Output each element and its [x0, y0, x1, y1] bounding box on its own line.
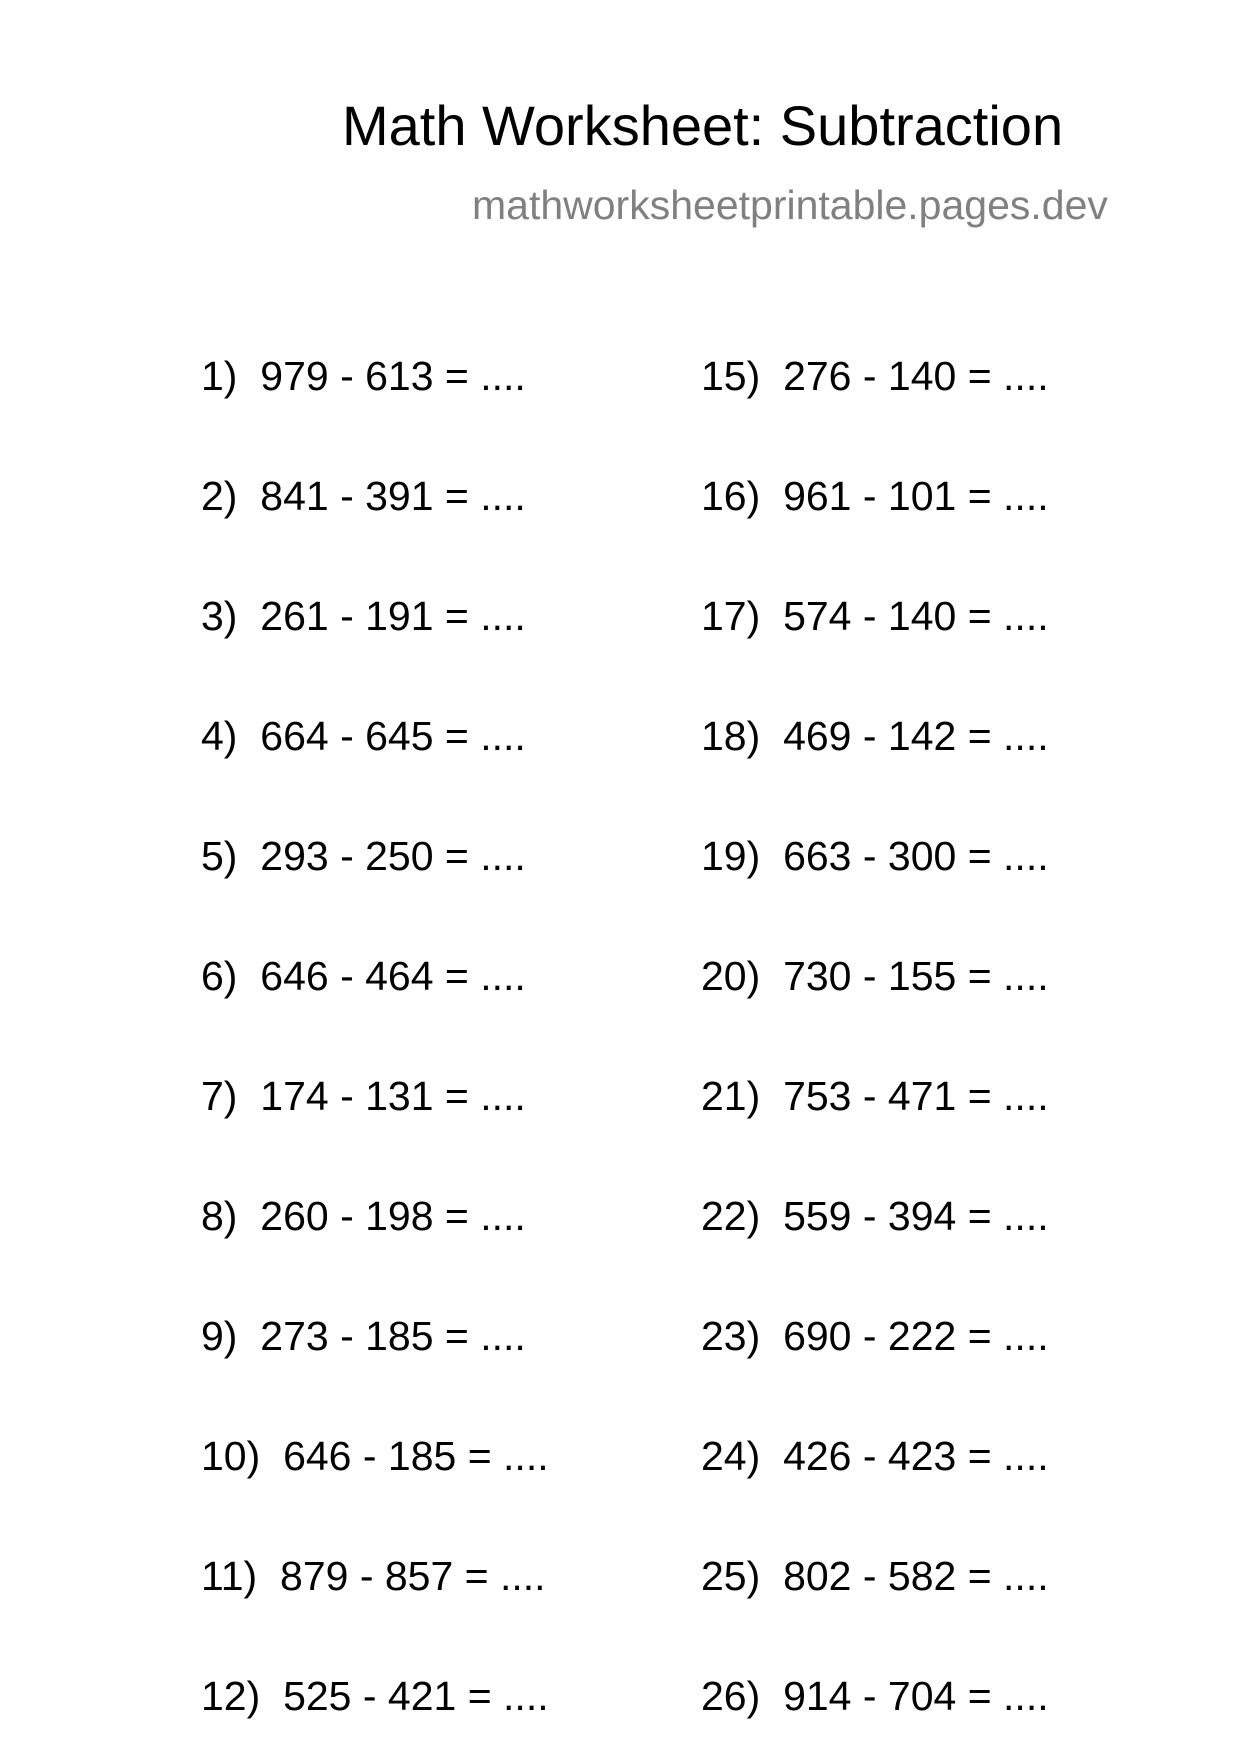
problem-expression: 260 - 198 = ....: [260, 1193, 526, 1239]
problem-item: [201, 713, 526, 759]
problem-expression: 664 - 645 = ....: [260, 713, 526, 759]
problem-number: 4): [201, 713, 238, 759]
problem-number: 8): [201, 1193, 238, 1239]
problem-expression: 469 - 142 = ....: [783, 713, 1049, 759]
problem-number: 7): [201, 1073, 238, 1119]
problem-number: 3): [201, 593, 238, 639]
problem-item: [701, 1553, 1049, 1599]
problem-number: 11): [201, 1553, 258, 1599]
problem-expression: 914 - 704 = ....: [783, 1673, 1049, 1719]
problem-expression: 174 - 131 = ....: [260, 1073, 526, 1119]
problem-number: 20): [701, 953, 761, 999]
problem-item: [201, 1313, 526, 1359]
problem-item: [701, 713, 1049, 759]
problem-expression: 730 - 155 = ....: [783, 953, 1049, 999]
problem-item: [701, 833, 1049, 879]
problem-number: 9): [201, 1313, 238, 1359]
problem-number: 12): [201, 1673, 261, 1719]
problem-item: [201, 1673, 549, 1719]
problem-number: 24): [701, 1433, 761, 1479]
problem-number: 1): [201, 353, 238, 399]
problem-number: 6): [201, 953, 238, 999]
problem-item: [701, 593, 1049, 639]
page-title: Math Worksheet: Subtraction: [342, 94, 1064, 157]
problem-item: [201, 1073, 526, 1119]
problem-expression: 663 - 300 = ....: [783, 833, 1049, 879]
problem-item: [201, 1433, 549, 1479]
problem-item: [701, 1673, 1049, 1719]
problem-number: 21): [701, 1073, 761, 1119]
problem-expression: 802 - 582 = ....: [783, 1553, 1049, 1599]
problem-expression: 879 - 857 = ....: [280, 1553, 546, 1599]
problem-item: [701, 473, 1049, 519]
problem-expression: 646 - 185 = ....: [283, 1433, 549, 1479]
website-url: mathworksheetprintable.pages.dev: [472, 182, 1108, 228]
problem-number: 10): [201, 1433, 261, 1479]
problem-item: [701, 1313, 1049, 1359]
problem-expression: 753 - 471 = ....: [783, 1073, 1049, 1119]
problem-item: [201, 953, 526, 999]
problem-item: [201, 353, 526, 399]
problem-expression: 559 - 394 = ....: [783, 1193, 1049, 1239]
problem-item: [701, 953, 1049, 999]
problem-number: 23): [701, 1313, 761, 1359]
problem-expression: 293 - 250 = ....: [260, 833, 526, 879]
problem-expression: 426 - 423 = ....: [783, 1433, 1049, 1479]
problem-expression: 979 - 613 = ....: [260, 353, 526, 399]
problem-item: [201, 473, 526, 519]
problem-number: 18): [701, 713, 761, 759]
problem-number: 26): [701, 1673, 761, 1719]
problem-expression: 961 - 101 = ....: [783, 473, 1049, 519]
problem-expression: 690 - 222 = ....: [783, 1313, 1049, 1359]
problem-expression: 646 - 464 = ....: [260, 953, 526, 999]
problem-item: [201, 593, 526, 639]
problem-number: 19): [701, 833, 761, 879]
problem-item: [701, 1433, 1049, 1479]
problem-expression: 525 - 421 = ....: [283, 1673, 549, 1719]
problem-item: [701, 1193, 1049, 1239]
problem-expression: 276 - 140 = ....: [783, 353, 1049, 399]
problem-expression: 261 - 191 = ....: [260, 593, 526, 639]
problem-expression: 841 - 391 = ....: [260, 473, 526, 519]
problem-item: [701, 353, 1049, 399]
problem-number: 15): [701, 353, 761, 399]
problem-number: 5): [201, 833, 238, 879]
problem-number: 22): [701, 1193, 761, 1239]
problem-number: 17): [701, 593, 761, 639]
problem-item: [201, 833, 526, 879]
problem-expression: 574 - 140 = ....: [783, 593, 1049, 639]
problem-expression: 273 - 185 = ....: [260, 1313, 526, 1359]
problem-number: 2): [201, 473, 238, 519]
problem-number: 16): [701, 473, 761, 519]
problem-item: [201, 1193, 526, 1239]
problem-number: 25): [701, 1553, 761, 1599]
problem-item: [201, 1553, 546, 1599]
problem-item: [701, 1073, 1049, 1119]
